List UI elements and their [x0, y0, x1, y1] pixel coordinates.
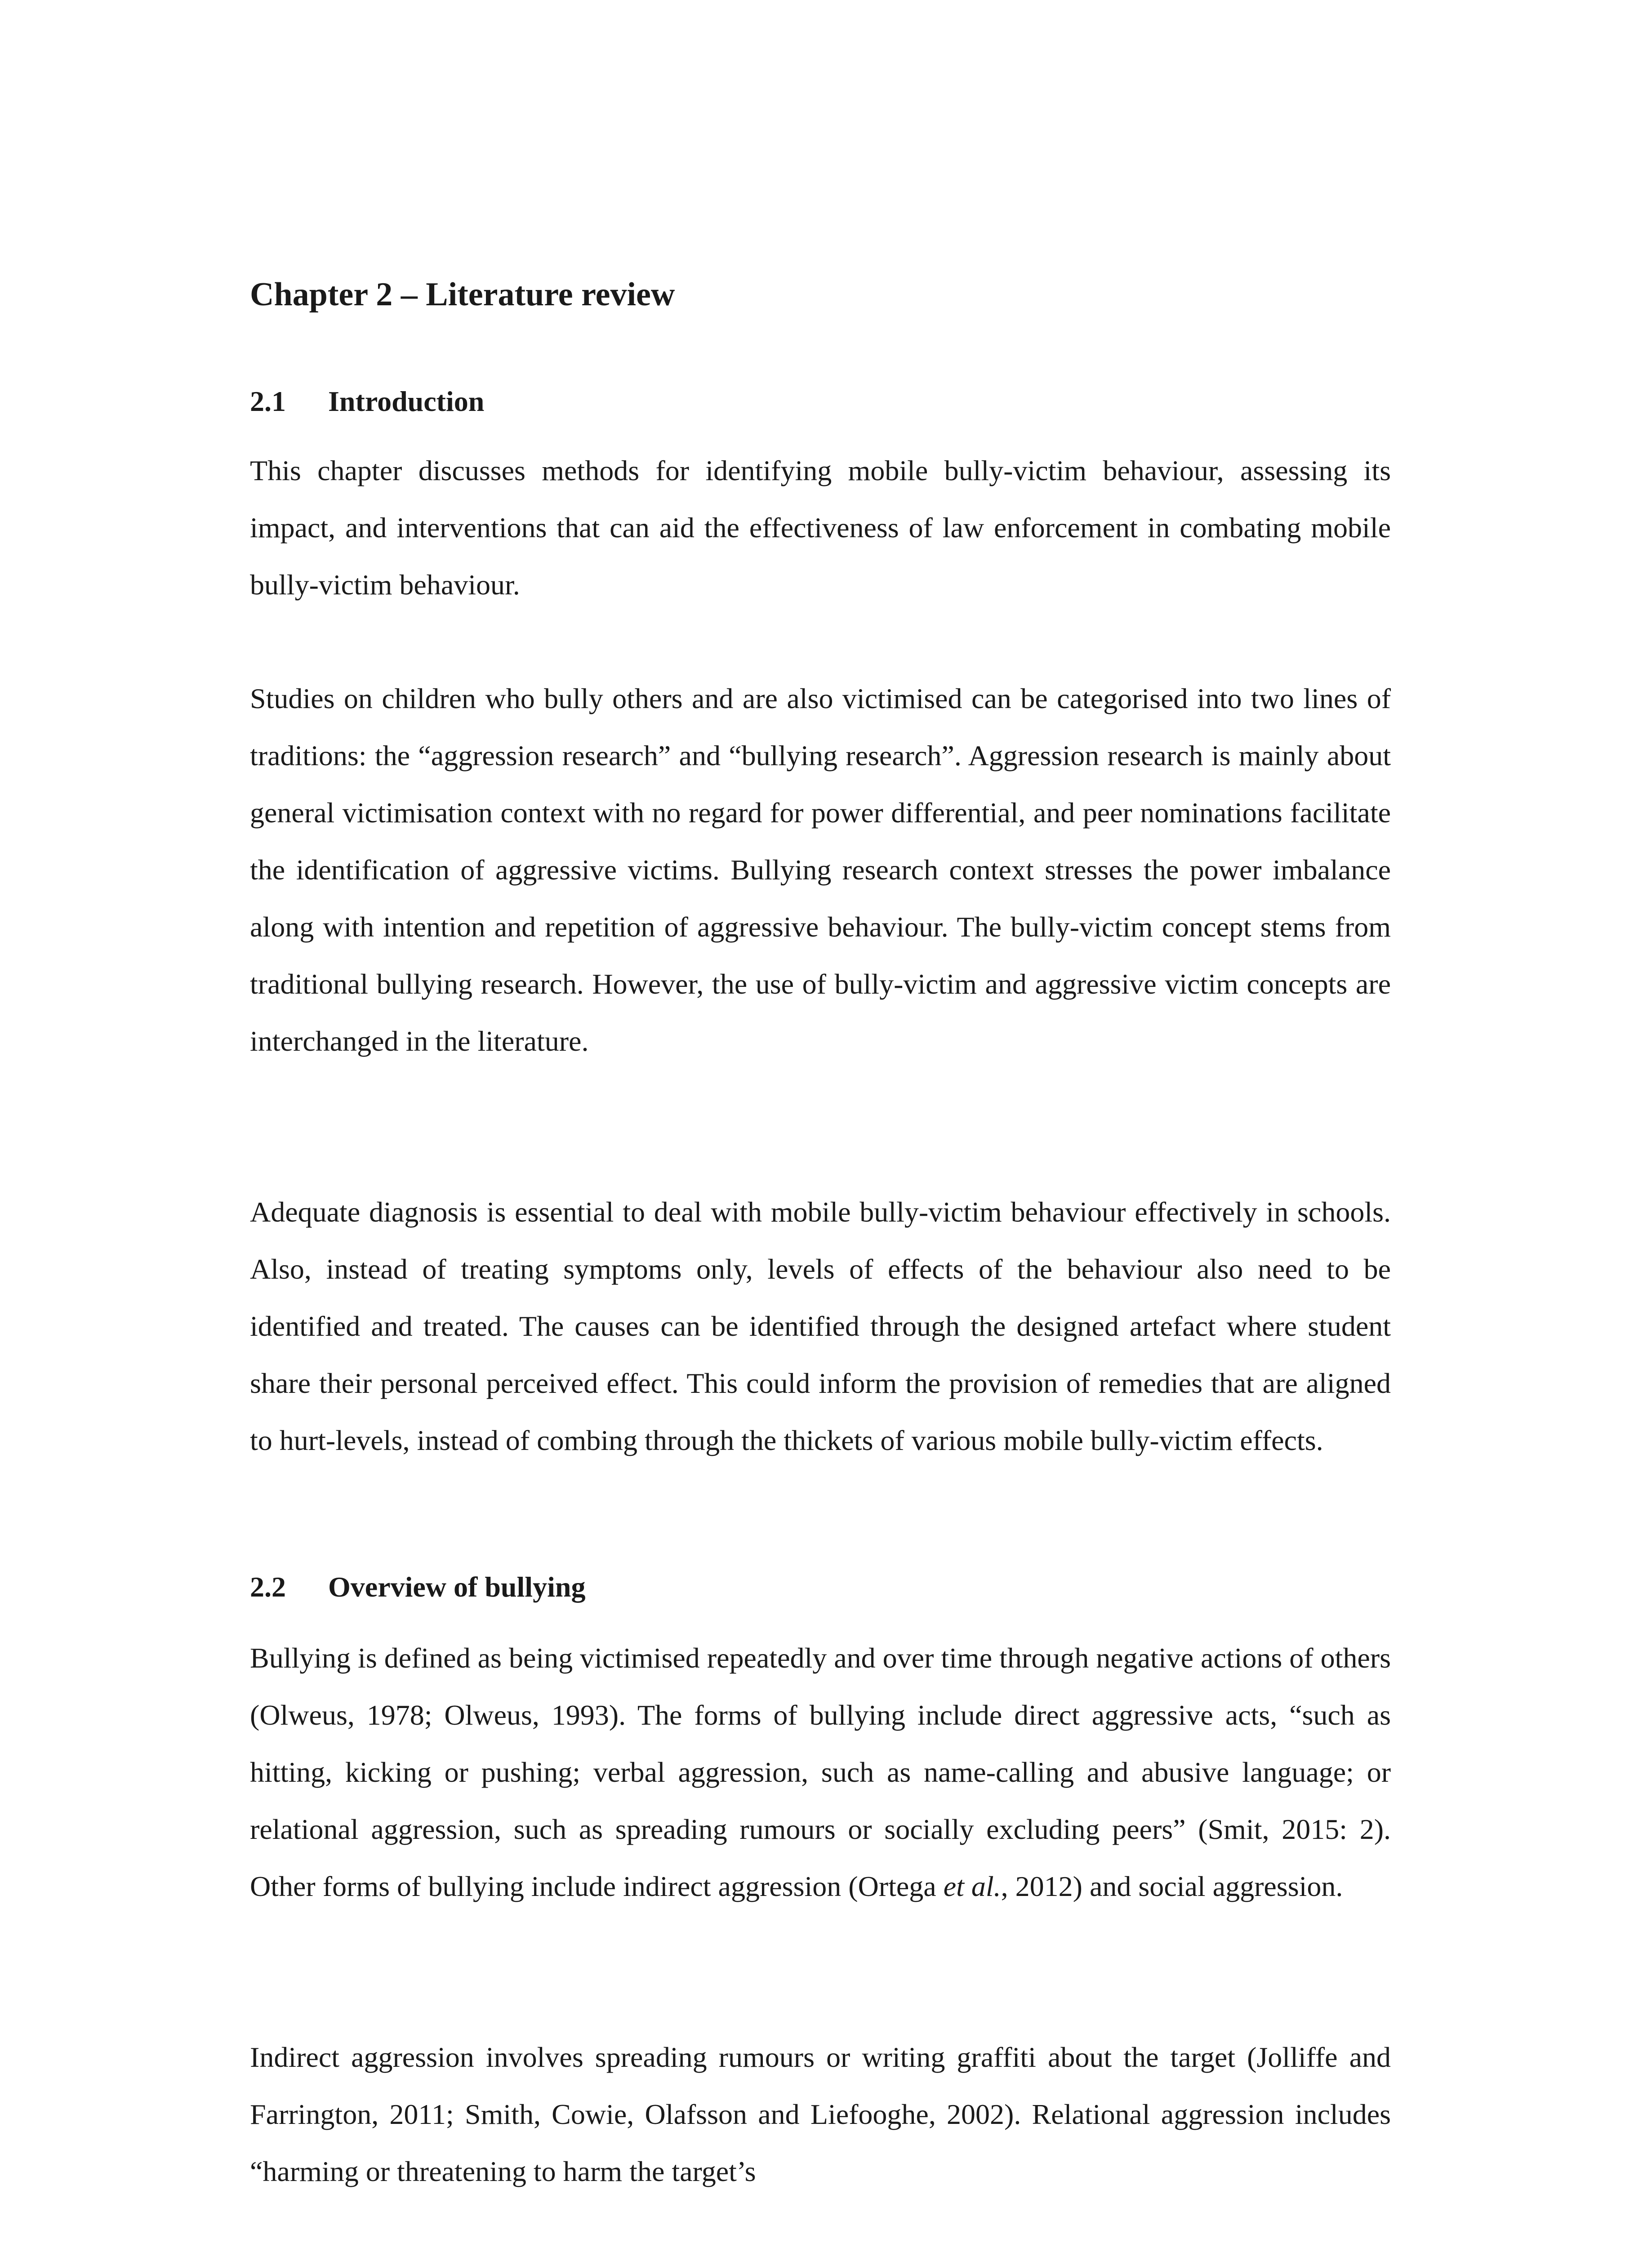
section-heading-overview-of-bullying [250, 1565, 1391, 1610]
paragraph-text: Bullying is defined as being victimised repeatedly and over time through negative actions of others (Olweus, 1978; Olweus, 1993). The forms of bullying include direct aggressive acts, “such as hitting, kicking or pushing; verbal aggression, such as name-calling and abusive language; or relational aggression, such as spreading rumours or socially excluding peers” (Smit, 2015: 2). Other forms of bullying include indirect aggression (Ortega [250, 1642, 1391, 1902]
section-title: Overview of bullying [328, 1571, 586, 1603]
paragraph-text: , 2012) and social aggression. [1001, 1870, 1343, 1902]
paragraph-intro-2: Studies on children who bully others and are also victimised can be categorised into two lines of traditions: the “aggression research” and “bullying research”. Aggression research is mainly about general victimisation context with no regard for power differential, and peer nominations facilitate the identification of aggressive victims. Bullying research context stresses the power imbalance along with intention and repetition of aggressive behaviour. The bully-victim concept stems from traditional bullying research. However, the use of bully-victim and aggressive victim concepts are interchanged in the literature. [250, 682, 1391, 1057]
section-title: Introduction [328, 385, 485, 417]
paragraph-intro-3: Adequate diagnosis is essential to deal with mobile bully-victim behaviour effectively in schools. Also, instead of treating symptoms only, levels of effects of the behaviour also need to be identified and treated. The causes can be identified through the designed artefact where student share their personal perceived effect. This could inform the provision of remedies that are aligned to hurt-levels, instead of combing through the thickets of various mobile bully-victim effects. [250, 1196, 1391, 1456]
section-number: 2.2 [250, 1571, 286, 1603]
paragraph-intro-1: This chapter discusses methods for identifying mobile bully-victim behaviour, assessing its impact, and interventions that can aid the effectiveness of law enforcement in combating mobile bully-victim behaviour. [250, 455, 1391, 601]
paragraph-overview-1 [250, 1629, 1391, 1915]
chapter-title: Chapter 2 – Literature review [250, 276, 675, 313]
paragraph-overview-2: Indirect aggression involves spreading rumours or writing graffiti about the target (Jolliffe and Farrington, 2011; Smith, Cowie, Olafsson and Liefooghe, 2002). Relational aggression includes “harming or threatening to harm the target’s [250, 2041, 1391, 2187]
section-heading-introduction [250, 379, 1391, 424]
section-number: 2.1 [250, 385, 286, 417]
citation-et-al: et al. [943, 1870, 1001, 1902]
